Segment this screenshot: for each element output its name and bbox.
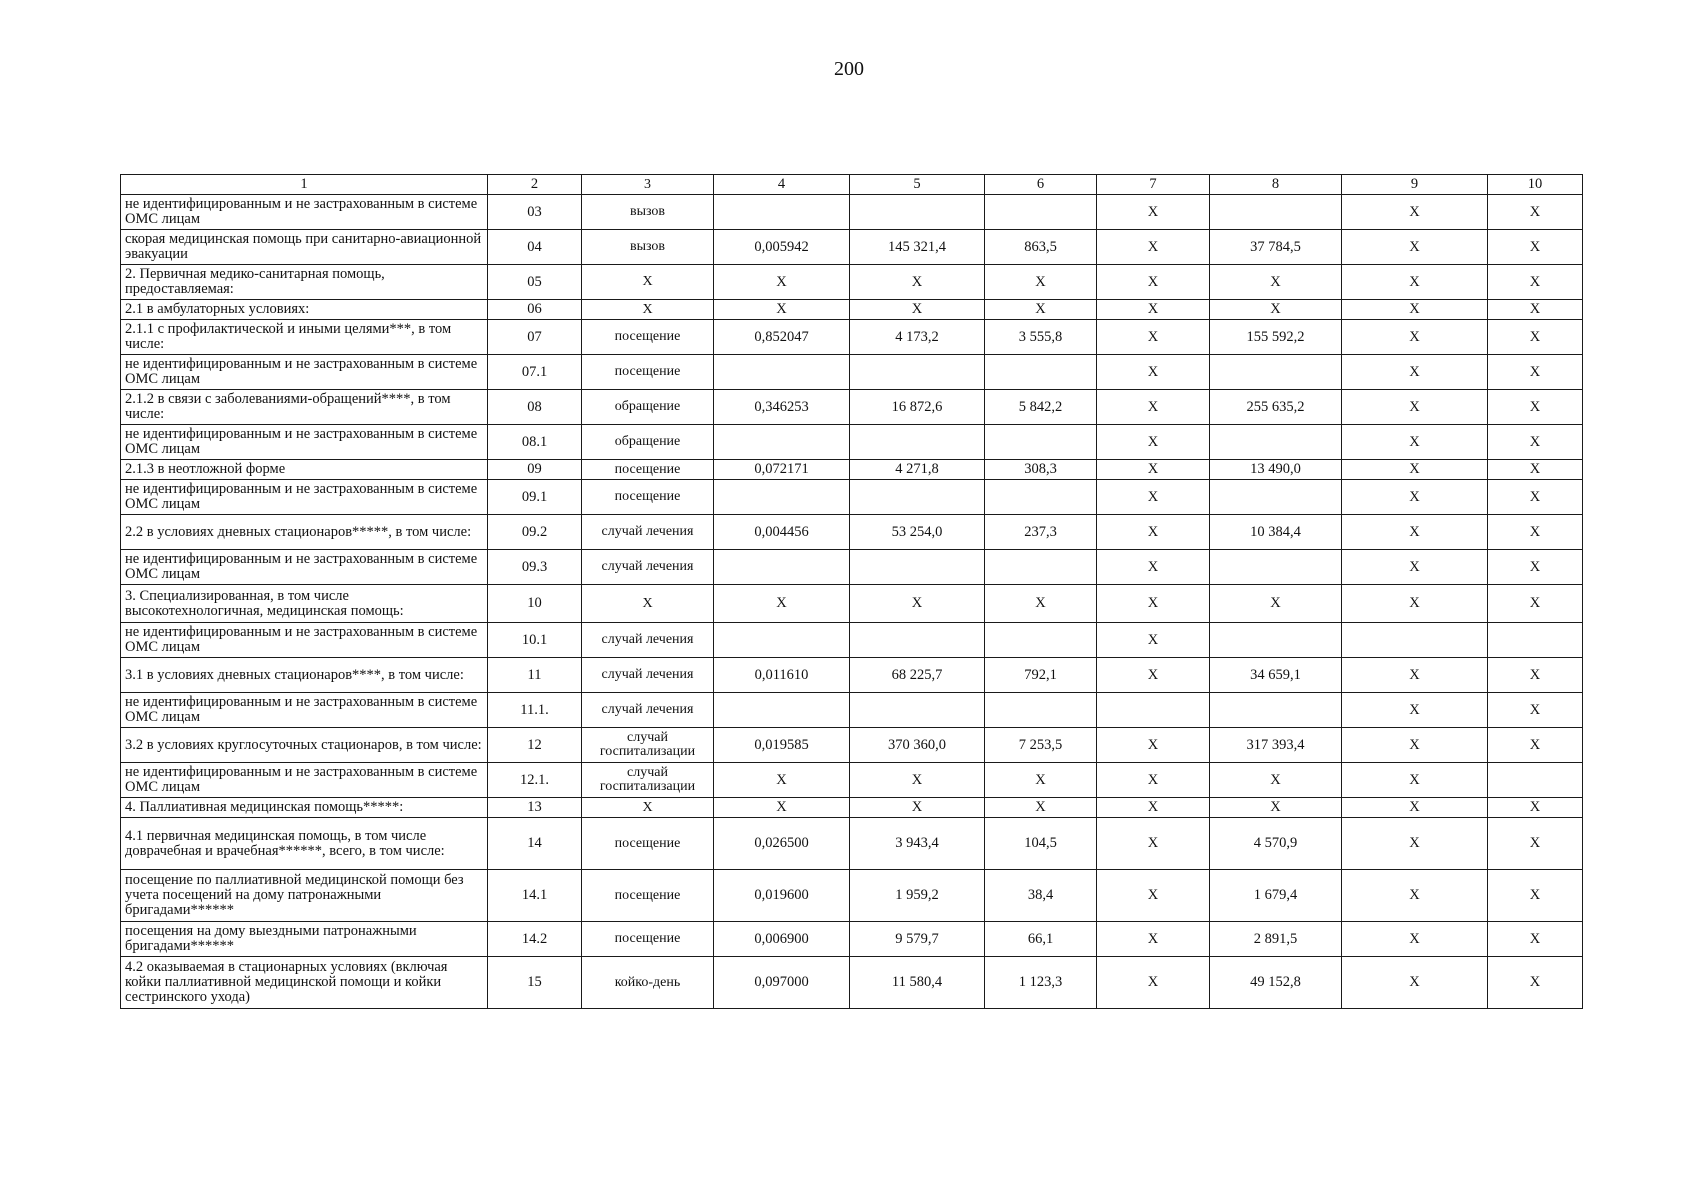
table-cell [1210,425,1342,460]
table-cell: X [714,585,850,623]
table-cell: скорая медицинская помощь при санитарно-авиационной эвакуации [121,230,488,265]
table-cell: обращение [582,425,714,460]
table-cell [850,425,985,460]
table-cell: 05 [488,265,582,300]
table-cell: 0,019600 [714,870,850,922]
table-cell: X [985,763,1097,798]
table-cell: случай госпитализации [582,728,714,763]
table-cell: 53 254,0 [850,515,985,550]
table-cell: X [1210,265,1342,300]
table-row [121,300,1583,320]
table-cell [985,550,1097,585]
table-cell: X [1342,355,1488,390]
table-cell: 68 225,7 [850,658,985,693]
table-cell: посещение [582,870,714,922]
table-cell: посещение [582,818,714,870]
table-cell: X [1488,798,1583,818]
table-cell: 09.2 [488,515,582,550]
column-header: 2 [488,175,582,195]
table-cell: X [850,300,985,320]
table-cell: X [1342,818,1488,870]
table-cell: не идентифицированным и не застрахованным в системе ОМС лицам [121,623,488,658]
table-cell: не идентифицированным и не застрахованным в системе ОМС лицам [121,425,488,460]
table-cell: 2.2 в условиях дневных стационаров*****, в том числе: [121,515,488,550]
table-cell: 237,3 [985,515,1097,550]
table-row [121,320,1583,355]
table-cell: 08.1 [488,425,582,460]
table-cell: 9 579,7 [850,922,985,957]
table-row [121,390,1583,425]
table-cell: 104,5 [985,818,1097,870]
table-cell: X [1097,355,1210,390]
table-cell: X [1342,515,1488,550]
table-cell: 03 [488,195,582,230]
table-cell: 0,097000 [714,957,850,1009]
table-cell: случай лечения [582,550,714,585]
table-cell: случай лечения [582,693,714,728]
table-row [121,585,1583,623]
table-cell: 06 [488,300,582,320]
table-cell: посещение по паллиативной медицинской помощи без учета посещений на дому патронажными бригадами****** [121,870,488,922]
table-row [121,230,1583,265]
table-cell: X [1342,265,1488,300]
table-header [121,175,1583,195]
table-cell: 0,004456 [714,515,850,550]
table-cell: 08 [488,390,582,425]
table-row [121,623,1583,658]
table-body [121,195,1583,1009]
table-cell: 792,1 [985,658,1097,693]
table-cell [1488,763,1583,798]
table-cell: 49 152,8 [1210,957,1342,1009]
table-row [121,922,1583,957]
table-cell: X [1097,922,1210,957]
table-row [121,728,1583,763]
table-cell: X [582,585,714,623]
table-cell: X [1488,870,1583,922]
table-cell: X [1342,870,1488,922]
table-cell: X [582,300,714,320]
table-row [121,195,1583,230]
table-cell: X [1488,300,1583,320]
table-cell: X [1488,728,1583,763]
table-cell: 863,5 [985,230,1097,265]
table-cell: 2.1 в амбулаторных условиях: [121,300,488,320]
table-cell [1342,623,1488,658]
table-cell [985,425,1097,460]
table-cell: 5 842,2 [985,390,1097,425]
table-cell: X [1097,818,1210,870]
table-cell: X [1342,693,1488,728]
table-cell: случай лечения [582,515,714,550]
table-cell: X [1097,585,1210,623]
table-cell [985,623,1097,658]
table-cell [714,425,850,460]
table-cell [985,355,1097,390]
table-cell [714,623,850,658]
table-row [121,355,1583,390]
table-cell: X [1342,585,1488,623]
page-number: 200 [834,58,864,80]
table-cell: 370 360,0 [850,728,985,763]
table-cell: X [850,585,985,623]
column-header: 7 [1097,175,1210,195]
table-row [121,425,1583,460]
table-row [121,480,1583,515]
table-cell: 4 570,9 [1210,818,1342,870]
table-cell: 1 679,4 [1210,870,1342,922]
table-cell: 3. Специализированная, в том числе высокотехнологичная, медицинская помощь: [121,585,488,623]
table-cell: 10 [488,585,582,623]
column-header: 4 [714,175,850,195]
table-cell: 308,3 [985,460,1097,480]
table-cell: 4 271,8 [850,460,985,480]
column-header: 5 [850,175,985,195]
table-cell: 10.1 [488,623,582,658]
table-cell: вызов [582,195,714,230]
table-cell: 0,019585 [714,728,850,763]
table-cell [850,355,985,390]
column-header: 10 [1488,175,1583,195]
table-cell: не идентифицированным и не застрахованным в системе ОМС лицам [121,763,488,798]
table-cell: X [1097,550,1210,585]
table-cell: X [714,300,850,320]
table-cell: X [1488,693,1583,728]
table-cell [714,693,850,728]
table-cell: 0,026500 [714,818,850,870]
table-cell: не идентифицированным и не застрахованным в системе ОМС лицам [121,355,488,390]
table-cell [985,480,1097,515]
table-row [121,265,1583,300]
table-cell: X [850,265,985,300]
table-cell: X [1097,300,1210,320]
table-cell: 3.1 в условиях дневных стационаров****, в том числе: [121,658,488,693]
table-cell: 38,4 [985,870,1097,922]
table-cell: X [1488,390,1583,425]
table-cell [714,195,850,230]
table-cell: 37 784,5 [1210,230,1342,265]
table-cell: 317 393,4 [1210,728,1342,763]
table-cell: X [1488,425,1583,460]
table-cell: 255 635,2 [1210,390,1342,425]
table-cell: X [1488,265,1583,300]
table-cell: X [1488,460,1583,480]
table-cell: 10 384,4 [1210,515,1342,550]
table-cell: 4.2 оказываемая в стационарных условиях (включая койки паллиативной медицинской помощи и койки сестринского ухода) [121,957,488,1009]
table-cell: X [1097,320,1210,355]
table-cell: 04 [488,230,582,265]
table-cell: X [1342,480,1488,515]
table-cell: X [1488,230,1583,265]
table-cell: X [1097,515,1210,550]
table-cell: 3 943,4 [850,818,985,870]
table-row [121,957,1583,1009]
table-cell: 11 580,4 [850,957,985,1009]
table-cell: X [582,265,714,300]
table-row [121,763,1583,798]
table-cell: X [1097,230,1210,265]
table-cell: 3 555,8 [985,320,1097,355]
header-row [121,175,1583,195]
table-cell: X [1097,195,1210,230]
table-cell: X [1342,390,1488,425]
table-cell: 2. Первичная медико-санитарная помощь, предоставляемая: [121,265,488,300]
table-cell: X [1342,460,1488,480]
table-cell: X [1342,728,1488,763]
table-cell: X [1488,818,1583,870]
table-cell: 0,852047 [714,320,850,355]
table-cell: X [1342,798,1488,818]
table-cell: 4.1 первичная медицинская помощь, в том числе доврачебная и врачебная******, всего, в том числе: [121,818,488,870]
table-cell: X [1210,585,1342,623]
table-cell: X [1488,957,1583,1009]
table-cell: 11 [488,658,582,693]
table-cell [850,623,985,658]
column-header: 1 [121,175,488,195]
table-cell: X [1342,195,1488,230]
column-header: 8 [1210,175,1342,195]
table-row [121,870,1583,922]
table-cell: X [1488,515,1583,550]
table-cell: X [1097,798,1210,818]
table-cell: 145 321,4 [850,230,985,265]
table-cell: X [850,763,985,798]
table-cell: не идентифицированным и не застрахованным в системе ОМС лицам [121,693,488,728]
table-cell: X [1097,460,1210,480]
table-cell [1210,623,1342,658]
table-cell [850,195,985,230]
table-row [121,550,1583,585]
table-cell: 2.1.2 в связи с заболеваниями-обращений****, в том числе: [121,390,488,425]
table-cell: 2 891,5 [1210,922,1342,957]
table-cell: не идентифицированным и не застрахованным в системе ОМС лицам [121,550,488,585]
table-cell: X [1097,425,1210,460]
table-cell: 07.1 [488,355,582,390]
table-cell: X [1342,658,1488,693]
table-cell: 12.1. [488,763,582,798]
table-cell: X [714,265,850,300]
table-cell: случай госпитализации [582,763,714,798]
table-cell: 09 [488,460,582,480]
table-cell: 0,006900 [714,922,850,957]
table-cell: посещение [582,460,714,480]
table-cell: X [1342,922,1488,957]
table-cell [1210,355,1342,390]
table-cell: X [1342,550,1488,585]
table-cell [714,480,850,515]
table-cell: 13 490,0 [1210,460,1342,480]
column-header: 9 [1342,175,1488,195]
table-cell: X [1097,763,1210,798]
table-cell: X [1488,480,1583,515]
table-cell: 0,346253 [714,390,850,425]
table-cell: 1 959,2 [850,870,985,922]
table-cell: посещение [582,355,714,390]
table-cell [1210,480,1342,515]
table-cell: 15 [488,957,582,1009]
table-cell: случай лечения [582,623,714,658]
table-cell: X [1488,550,1583,585]
table-cell: 4 173,2 [850,320,985,355]
table-cell: 14.2 [488,922,582,957]
table-cell: X [985,585,1097,623]
table-cell: X [1097,623,1210,658]
table-row [121,818,1583,870]
table-cell [1210,195,1342,230]
table-cell: 11.1. [488,693,582,728]
table-cell: 07 [488,320,582,355]
table-cell: X [1097,480,1210,515]
table-cell: X [985,265,1097,300]
table-cell: X [985,300,1097,320]
table-cell [1097,693,1210,728]
table-cell: X [1488,922,1583,957]
table-cell: X [1488,195,1583,230]
table-cell: X [1210,763,1342,798]
table-cell [714,550,850,585]
table-cell: X [1342,320,1488,355]
table-cell: X [1210,798,1342,818]
table-cell [1210,693,1342,728]
table-cell: 0,072171 [714,460,850,480]
table-cell: X [1097,658,1210,693]
table-cell: X [1342,763,1488,798]
table-cell: 13 [488,798,582,818]
table-cell: X [1342,230,1488,265]
table-cell: X [1342,300,1488,320]
table-cell: 155 592,2 [1210,320,1342,355]
table-cell: X [1342,425,1488,460]
table-cell: X [582,798,714,818]
table-cell: 14.1 [488,870,582,922]
column-header: 3 [582,175,714,195]
table-cell: 2.1.1 с профилактической и иными целями***, в том числе: [121,320,488,355]
table-cell: обращение [582,390,714,425]
table-cell: 16 872,6 [850,390,985,425]
table-cell: X [714,798,850,818]
table-cell: X [850,798,985,818]
table-cell: койко-день [582,957,714,1009]
table-cell: не идентифицированным и не застрахованным в системе ОМС лицам [121,195,488,230]
table-cell: 1 123,3 [985,957,1097,1009]
table-cell: X [1488,585,1583,623]
table-cell: 2.1.3 в неотложной форме [121,460,488,480]
table-cell: X [1210,300,1342,320]
table-cell: X [985,798,1097,818]
table-cell: посещение [582,480,714,515]
table-cell [985,195,1097,230]
table-cell: 4. Паллиативная медицинская помощь*****: [121,798,488,818]
table-cell: X [1097,957,1210,1009]
table-cell [1210,550,1342,585]
table-cell: X [714,763,850,798]
column-header: 6 [985,175,1097,195]
table-cell: 3.2 в условиях круглосуточных стационаров, в том числе: [121,728,488,763]
table-cell: X [1097,870,1210,922]
table-cell: X [1097,265,1210,300]
table-cell: 0,011610 [714,658,850,693]
table-cell: 09.3 [488,550,582,585]
table-row [121,658,1583,693]
table-row [121,460,1583,480]
table-cell [714,355,850,390]
table-cell: 7 253,5 [985,728,1097,763]
table-cell: X [1488,355,1583,390]
table-cell: 34 659,1 [1210,658,1342,693]
table-cell: X [1097,390,1210,425]
table-cell: вызов [582,230,714,265]
table-cell: 09.1 [488,480,582,515]
table-cell [985,693,1097,728]
table-cell: посещение [582,320,714,355]
table-cell [850,550,985,585]
table-cell: не идентифицированным и не застрахованным в системе ОМС лицам [121,480,488,515]
table-cell: случай лечения [582,658,714,693]
table-cell [850,480,985,515]
table-row [121,693,1583,728]
table-cell: 14 [488,818,582,870]
table-cell: посещения на дому выездными патронажными бригадами****** [121,922,488,957]
table-cell: 0,005942 [714,230,850,265]
table-row [121,798,1583,818]
table-cell: X [1488,658,1583,693]
table-cell: X [1488,320,1583,355]
table-cell: X [1342,957,1488,1009]
table-cell [850,693,985,728]
table-cell: X [1097,728,1210,763]
table-cell: посещение [582,922,714,957]
table-cell [1488,623,1583,658]
table-cell: 12 [488,728,582,763]
table-cell: 66,1 [985,922,1097,957]
data-table [120,174,1583,1009]
table-row [121,515,1583,550]
